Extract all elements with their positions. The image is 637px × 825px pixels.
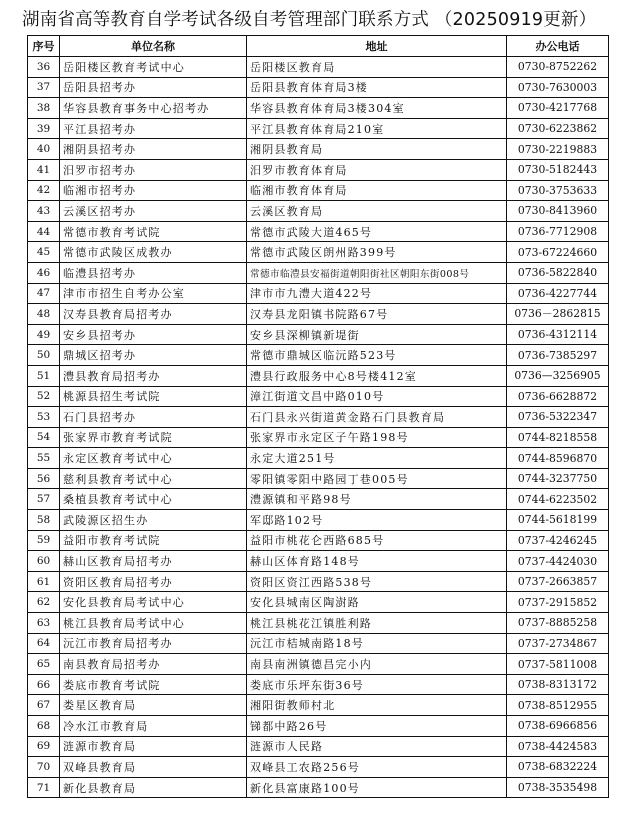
cell-office-phone: 0730-2219883: [507, 139, 609, 160]
cell-office-phone: 0730-8752262: [507, 57, 609, 78]
cell-unit-name: 岳阳县招考办: [60, 77, 247, 98]
contact-table: [27, 35, 609, 798]
cell-serial-number: 45: [28, 242, 60, 263]
cell-serial-number: 55: [28, 448, 60, 469]
cell-unit-name: 安乡县招考办: [60, 324, 247, 345]
cell-unit-name: 石门县招考办: [60, 407, 247, 428]
cell-address: 锑都中路26号: [247, 716, 507, 737]
cell-address: 安化县城南区陶澍路: [247, 592, 507, 613]
cell-unit-name: 娄星区教育局: [60, 695, 247, 716]
cell-address: 云溪区教育局: [247, 201, 507, 222]
cell-office-phone: 0736－2862815: [507, 304, 609, 325]
cell-office-phone: 0730-4217768: [507, 98, 609, 119]
cell-office-phone: 0730-7630003: [507, 77, 609, 98]
cell-serial-number: 63: [28, 613, 60, 634]
cell-unit-name: 临澧县招考办: [60, 262, 247, 283]
cell-unit-name: 新化县教育局: [60, 777, 247, 798]
cell-office-phone: 0737-2734867: [507, 633, 609, 654]
cell-address: 南县南洲镇德昌完小内: [247, 654, 507, 675]
cell-serial-number: 42: [28, 180, 60, 201]
header-unit-name: 单位名称: [60, 36, 247, 57]
cell-unit-name: 娄底市教育考试院: [60, 674, 247, 695]
cell-address: 汉寿县龙阳镇书院路67号: [247, 304, 507, 325]
cell-serial-number: 64: [28, 633, 60, 654]
cell-address: 双峰县工农路256号: [247, 757, 507, 778]
cell-office-phone: 0738-8512955: [507, 695, 609, 716]
cell-office-phone: 0744-3237750: [507, 468, 609, 489]
cell-unit-name: 岳阳楼区教育考试中心: [60, 57, 247, 78]
cell-office-phone: 0736-7712908: [507, 221, 609, 242]
cell-office-phone: 0738-3535498: [507, 777, 609, 798]
cell-office-phone: 0737-2915852: [507, 592, 609, 613]
cell-unit-name: 汉寿县教育局招考办: [60, 304, 247, 325]
cell-unit-name: 武陵源区招生办: [60, 510, 247, 531]
cell-address: 常德市临澧县安福街道朝阳街社区朝阳东街008号: [247, 262, 507, 283]
cell-unit-name: 常德市教育考试院: [60, 221, 247, 242]
cell-serial-number: 44: [28, 221, 60, 242]
cell-serial-number: 47: [28, 283, 60, 304]
cell-serial-number: 70: [28, 757, 60, 778]
cell-serial-number: 46: [28, 262, 60, 283]
table-row: [28, 407, 609, 428]
cell-address: 津市市九澧大道422号: [247, 283, 507, 304]
header-office-phone: 办公电话: [507, 36, 609, 57]
cell-address: 澧县行政服务中心8号楼412室: [247, 365, 507, 386]
cell-serial-number: 58: [28, 510, 60, 531]
table-row: [28, 242, 609, 263]
cell-serial-number: 56: [28, 468, 60, 489]
table-row: [28, 468, 609, 489]
cell-office-phone: 0730-8413960: [507, 201, 609, 222]
table-row: [28, 77, 609, 98]
cell-office-phone: 0730-5182443: [507, 159, 609, 180]
table-row: [28, 201, 609, 222]
cell-office-phone: 0736-5822840: [507, 262, 609, 283]
table-row: [28, 592, 609, 613]
cell-unit-name: 冷水江市教育局: [60, 716, 247, 737]
table-row: [28, 613, 609, 634]
cell-serial-number: 69: [28, 736, 60, 757]
cell-address: 汨罗市教育体育局: [247, 159, 507, 180]
cell-address: 澧源镇和平路98号: [247, 489, 507, 510]
cell-address: 安乡县深柳镇新堤街: [247, 324, 507, 345]
cell-unit-name: 云溪区招考办: [60, 201, 247, 222]
table-row: [28, 757, 609, 778]
cell-serial-number: 38: [28, 98, 60, 119]
cell-unit-name: 华容县教育事务中心招考办: [60, 98, 247, 119]
cell-serial-number: 60: [28, 551, 60, 572]
cell-office-phone: 0737-2663857: [507, 571, 609, 592]
cell-serial-number: 71: [28, 777, 60, 798]
cell-office-phone: 0737-4424030: [507, 551, 609, 572]
cell-unit-name: 桃源县招生考试院: [60, 386, 247, 407]
cell-unit-name: 慈利县教育考试中心: [60, 468, 247, 489]
cell-office-phone: 0736-6628872: [507, 386, 609, 407]
cell-unit-name: 湘阴县招考办: [60, 139, 247, 160]
cell-unit-name: 临湘市招考办: [60, 180, 247, 201]
table-row: [28, 98, 609, 119]
cell-office-phone: 0738-4424583: [507, 736, 609, 757]
cell-serial-number: 37: [28, 77, 60, 98]
table-row: [28, 180, 609, 201]
cell-unit-name: 桃江县教育局考试中心: [60, 613, 247, 634]
cell-unit-name: 涟源市教育局: [60, 736, 247, 757]
header-serial-number: 序号: [28, 36, 60, 57]
cell-address: 岳阳楼区教育局: [247, 57, 507, 78]
cell-address: 华容县教育体育局3楼304室: [247, 98, 507, 119]
cell-serial-number: 43: [28, 201, 60, 222]
cell-office-phone: 0736—3256905: [507, 365, 609, 386]
table-row: [28, 118, 609, 139]
cell-office-phone: 0736-4227744: [507, 283, 609, 304]
cell-unit-name: 双峰县教育局: [60, 757, 247, 778]
table-row: [28, 633, 609, 654]
table-row: [28, 777, 609, 798]
document-title: 湖南省高等教育自学考试各级自考管理部门联系方式 （20250919更新）: [22, 10, 597, 30]
table-row: [28, 159, 609, 180]
cell-office-phone: 073-67224660: [507, 242, 609, 263]
cell-address: 永定大道251号: [247, 448, 507, 469]
cell-office-phone: 0738-6832224: [507, 757, 609, 778]
cell-address: 平江县教育体育局210室: [247, 118, 507, 139]
cell-serial-number: 49: [28, 324, 60, 345]
table-row: [28, 386, 609, 407]
cell-serial-number: 57: [28, 489, 60, 510]
cell-serial-number: 36: [28, 57, 60, 78]
cell-unit-name: 桑植县教育考试中心: [60, 489, 247, 510]
cell-unit-name: 南县教育局招考办: [60, 654, 247, 675]
cell-office-phone: 0744-6223502: [507, 489, 609, 510]
table-row: [28, 510, 609, 531]
cell-serial-number: 54: [28, 427, 60, 448]
table-body: [28, 57, 609, 798]
cell-address: 零阳镇零阳中路园丁巷005号: [247, 468, 507, 489]
cell-serial-number: 51: [28, 365, 60, 386]
cell-address: 益阳市桃花仑西路685号: [247, 530, 507, 551]
table-row: [28, 695, 609, 716]
header-address: 地址: [247, 36, 507, 57]
table-header-row: [28, 36, 609, 57]
cell-serial-number: 41: [28, 159, 60, 180]
cell-serial-number: 48: [28, 304, 60, 325]
cell-address: 赫山区体育路148号: [247, 551, 507, 572]
cell-unit-name: 汨罗市招考办: [60, 159, 247, 180]
cell-address: 临湘市教育体育局: [247, 180, 507, 201]
cell-serial-number: 50: [28, 345, 60, 366]
cell-address: 漳江街道文昌中路010号: [247, 386, 507, 407]
cell-office-phone: 0737-5811008: [507, 654, 609, 675]
cell-serial-number: 65: [28, 654, 60, 675]
cell-office-phone: 0736-5322347: [507, 407, 609, 428]
cell-address: 军邸路102号: [247, 510, 507, 531]
table-row: [28, 283, 609, 304]
cell-address: 湘阳街教师村北: [247, 695, 507, 716]
cell-office-phone: 0738-8313172: [507, 674, 609, 695]
cell-office-phone: 0744-5618199: [507, 510, 609, 531]
cell-unit-name: 益阳市教育考试院: [60, 530, 247, 551]
cell-address: 沅江市桔城南路18号: [247, 633, 507, 654]
cell-address: 常德市鼎城区临沅路523号: [247, 345, 507, 366]
cell-unit-name: 安化县教育局考试中心: [60, 592, 247, 613]
table-row: [28, 716, 609, 737]
cell-unit-name: 赫山区教育局招考办: [60, 551, 247, 572]
table-row: [28, 57, 609, 78]
cell-office-phone: 0736-4312114: [507, 324, 609, 345]
table-row: [28, 551, 609, 572]
table-row: [28, 262, 609, 283]
cell-serial-number: 62: [28, 592, 60, 613]
cell-serial-number: 66: [28, 674, 60, 695]
cell-address: 桃江县桃花江镇胜利路: [247, 613, 507, 634]
cell-unit-name: 张家界市教育考试院: [60, 427, 247, 448]
cell-address: 湘阴县教育局: [247, 139, 507, 160]
table-row: [28, 530, 609, 551]
cell-office-phone: 0737-4246245: [507, 530, 609, 551]
cell-office-phone: 0737-8885258: [507, 613, 609, 634]
cell-serial-number: 53: [28, 407, 60, 428]
table-row: [28, 654, 609, 675]
cell-serial-number: 61: [28, 571, 60, 592]
cell-address: 张家界市永定区子午路198号: [247, 427, 507, 448]
cell-serial-number: 59: [28, 530, 60, 551]
table-row: [28, 139, 609, 160]
cell-address: 石门县永兴街道黄金路石门县教育局: [247, 407, 507, 428]
cell-office-phone: 0736-7385297: [507, 345, 609, 366]
table-row: [28, 736, 609, 757]
cell-serial-number: 39: [28, 118, 60, 139]
cell-office-phone: 0744-8596870: [507, 448, 609, 469]
cell-serial-number: 40: [28, 139, 60, 160]
cell-unit-name: 鼎城区招考办: [60, 345, 247, 366]
cell-address: 资阳区资江西路538号: [247, 571, 507, 592]
table-row: [28, 674, 609, 695]
table-row: [28, 221, 609, 242]
cell-serial-number: 67: [28, 695, 60, 716]
table-row: [28, 427, 609, 448]
cell-office-phone: 0738-6966856: [507, 716, 609, 737]
cell-unit-name: 澧县教育局招考办: [60, 365, 247, 386]
cell-serial-number: 52: [28, 386, 60, 407]
cell-unit-name: 资阳区教育局招考办: [60, 571, 247, 592]
cell-address: 娄底市乐坪东街36号: [247, 674, 507, 695]
table-row: [28, 324, 609, 345]
cell-address: 常德市武陵区朗州路399号: [247, 242, 507, 263]
table-row: [28, 489, 609, 510]
cell-office-phone: 0744-8218558: [507, 427, 609, 448]
table-row: [28, 448, 609, 469]
cell-unit-name: 平江县招考办: [60, 118, 247, 139]
cell-address: 常德市武陵大道465号: [247, 221, 507, 242]
cell-unit-name: 永定区教育考试中心: [60, 448, 247, 469]
table-row: [28, 365, 609, 386]
cell-address: 岳阳县教育体育局3楼: [247, 77, 507, 98]
cell-unit-name: 沅江市教育局招考办: [60, 633, 247, 654]
table-row: [28, 571, 609, 592]
cell-serial-number: 68: [28, 716, 60, 737]
cell-unit-name: 常德市武陵区成教办: [60, 242, 247, 263]
cell-office-phone: 0730-3753633: [507, 180, 609, 201]
cell-address: 新化县富康路100号: [247, 777, 507, 798]
table-row: [28, 345, 609, 366]
cell-address: 涟源市人民路: [247, 736, 507, 757]
table-row: [28, 304, 609, 325]
cell-unit-name: 津市市招生自考办公室: [60, 283, 247, 304]
cell-office-phone: 0730-6223862: [507, 118, 609, 139]
